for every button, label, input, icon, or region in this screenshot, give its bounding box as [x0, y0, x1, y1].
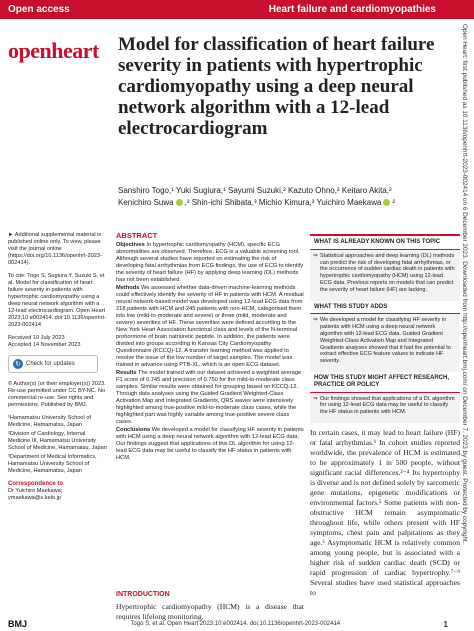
copyright-note: © Author(s) (or their employer(s)) 2023. Re-use permitted under CC BY-NC. No commercial re-use. See rights and permissions. Published by BMJ.	[8, 381, 106, 408]
known-item: ⇒ Statistical approaches and deep learning (DL) methods can predict the risk of developing fatal arrhythmias, or the occurrence of sudden cardiac death in patients with hypertrophic cardiomyopathy (HCM) using 12-lead ECG data. Previous reports on models that can predict the severity of heart failure (HF) are lacking.	[314, 253, 456, 294]
adds-heading: WHAT THIS STUDY ADDS	[310, 301, 460, 315]
author-others: ,² Shin-ichi Shibata,³ Michio Kimura,³ Yuichiro Maekawa	[184, 198, 382, 207]
impact-list	[310, 393, 460, 423]
accepted-date: Accepted 14 November 2023	[8, 342, 81, 348]
citation-note: To cite: Togo S, Sugiura Y, Suzuki S, et al. Model for classification of heart failure severity in patients with hypertrophic cardiomyopathy using a deep neural network algorithm with a 12-lead electrocardiogram. Open Heart 2023;10:e002414. doi:10.1136/openhrt-2023-002414	[8, 273, 106, 328]
abstract-objectives: Objectives In hypertrophic cardiomyopathy (HCM), specific ECG abnormalities are observed. Therefore, ECG is a valuable screening tool. Although several studies have reported on estimating the risk of developing fatal arrhythmias from ECG findings, the use of ECG to identify the severity of heart failure (HF) by applying deep learning (DL) methods has not been established.	[116, 242, 304, 283]
author-line-1: Sanshiro Togo,¹ Yuki Sugiura,¹ Sayumi Suzuki,² Kazuto Ohno,² Keitaro Akita,²	[118, 186, 392, 195]
adds-item: ⇒ We developed a model for classifying HF severity in patients with HCM using a deep neural network algorithm with 12-lead ECG data. Guided Gradient Weighted-Class Activation Map and Integrated Gradients analyses showed that it had the potential to extract effective ECG feature values to indicate HF severity.	[314, 317, 456, 365]
affiliation-2: ²Division of Cardiology, Internal Medicine III, Hamamatsu University School of Medicine, Hamamatsu, Japan	[8, 431, 107, 451]
check-updates-button[interactable]	[8, 355, 98, 373]
affiliation-1: ¹Hamamatsu University School of Medicine, Hamamatsu, Japan	[8, 415, 92, 428]
body-text-right: In certain cases, it may lead to heart failure (HF) or fatal arrhythmias.¹ In cohort studies reported worldwide, the prevalence of HCM is estimated to be approximately 1 in 500 people, without significant racial differences.²⁻⁴ Its hypertrophy is diverse and is not defined solely by sarcomeric gene mutations, epigenetic modifications or environmental factors.⁵ Some patients with non-obstructive HCM remain asymptomatic throughout life, while others present with HF symptoms, chest pain and palpitations as they age.⁶ Asymptomatic HCM is relatively common among young people, but is associated with a higher risk of sudden cardiac death (SCD) or rapid progression of cardiac hypertrophy.⁷⁻⁹ Several studies have used statistical approaches to	[310, 428, 460, 597]
introduction-heading: INTRODUCTION	[116, 591, 170, 598]
correspondence-heading: Correspondence to	[8, 481, 64, 487]
author-suwa: Kenichiro Suwa	[118, 198, 174, 207]
copyright-side-note: Open Heart: first published as 10.1136/openhrt-2023-002414 on 6 December 2023. Downloaded from http://openheart.bmj.com/ on December 7, 2023 by guest. Protected by copyright.	[461, 24, 468, 544]
supplemental-note[interactable]: ► Additional supplemental material is published online only. To view, please visit the journal online (https://doi.org/10.1136/openhrt-2023-002414).	[8, 232, 102, 266]
article-title: Model for classification of heart failure severity in patients with hypertrophic cardiomyopathy using a deep neural network algorithm with a 12-lead electrocardiogram	[118, 34, 435, 139]
abstract-section	[116, 232, 304, 463]
impact-item: ⇒ Our findings showed that applications of a DL algorithm for using 12-lead ECG data may be useful to classify the HF status in patients with HCM.	[314, 396, 456, 416]
section-label: Heart failure and cardiomyopathies	[268, 4, 436, 15]
check-updates-label: Check for updates	[26, 360, 75, 367]
open-access-label: Open access	[8, 4, 70, 15]
abstract-conclusions: Conclusions We developed a model for classifying HF severity in patients with HCM using a deep neural network algorithm with 12-lead ECG data. Our findings suggest that applications of this DL algorithm for using 12-lead ECG data may be useful to classify the HF status in patients with HCM.	[116, 427, 304, 461]
journal-logo: openheart	[8, 38, 99, 63]
article-sidebar	[8, 232, 108, 502]
abstract-methods: Methods We assessed whether data-driven machine-learning methods could effectively identify the severity of HF in patients with HCM. A residual neural network-based model was developed using 12-lead ECG data from 218 patients with HCM and 245 patients with non-HCM, categorised them into low (mild-to-moderate and severe) or three (mild, moderate and severe) severities of HF. These severities were defined according to the New York Heart Association functional class and levels of the N-terminal prohormone of brain natriuretic peptide. In addition, the patients were divided into groups according to Kansas City Cardiomyopathy Questionnaire (KCCQ)-12. A transfer learning method was applied to resolve the issue of the low number of target samples. The model was trained in advance using PTB-XL, which is an open ECG dataset.	[116, 285, 304, 368]
orcid-icon[interactable]	[176, 199, 183, 206]
abstract-heading: ABSTRACT	[116, 231, 158, 240]
introduction-text: Hypertrophic cardiomyopathy (HCM) is a disease that requires lifelong monitoring.	[116, 602, 304, 621]
journal-header-bar	[0, 0, 474, 19]
page-number: 1	[443, 619, 448, 629]
bmj-logo: BMJ	[8, 619, 28, 629]
known-heading: WHAT IS ALREADY KNOWN ON THIS TOPIC	[310, 236, 460, 250]
adds-list	[310, 314, 460, 372]
known-list	[310, 250, 460, 301]
abstract-results: Results The model trained with our dataset achieved a weighted average F1 score of 0.745 and precision of 0.750 for the mild-to-moderate class samples. Similar results were obtained for grouping based on KCCQ-12. Through data analyses using the Guided Gradient Weighted-Class Activation Map and Integrated Gradients, QRS waves were intensively highlighted among true-positive mild-to-moderate class cases, while the highlighted part was highly variable among true-positive severe class cases.	[116, 370, 302, 425]
orcid-icon[interactable]	[383, 199, 390, 206]
correspondence-name: Dr Yuichiro Maekawa;	[8, 488, 63, 494]
author-line-2	[118, 197, 448, 209]
page-footer	[8, 618, 448, 630]
correspondence-email[interactable]: ymaekawa@s.keio.jp	[8, 495, 61, 501]
key-messages-box	[310, 234, 460, 423]
affiliation-3: ³Department of Medical Informatics, Hamamatsu University School of Medicine, Hamamatsu, Japan	[8, 454, 97, 474]
author-affil-sup: ²	[392, 198, 396, 207]
impact-heading: HOW THIS STUDY MIGHT AFFECT RESEARCH, PRACTICE OR POLICY	[310, 372, 460, 393]
footer-citation: Togo S, et al. Open Heart 2023;10:e002414. doi:10.1136/openhrt-2023-002414	[130, 621, 341, 627]
refresh-icon: ↻	[13, 359, 23, 369]
received-date: Received 10 July 2023	[8, 335, 65, 341]
author-list	[118, 185, 448, 209]
